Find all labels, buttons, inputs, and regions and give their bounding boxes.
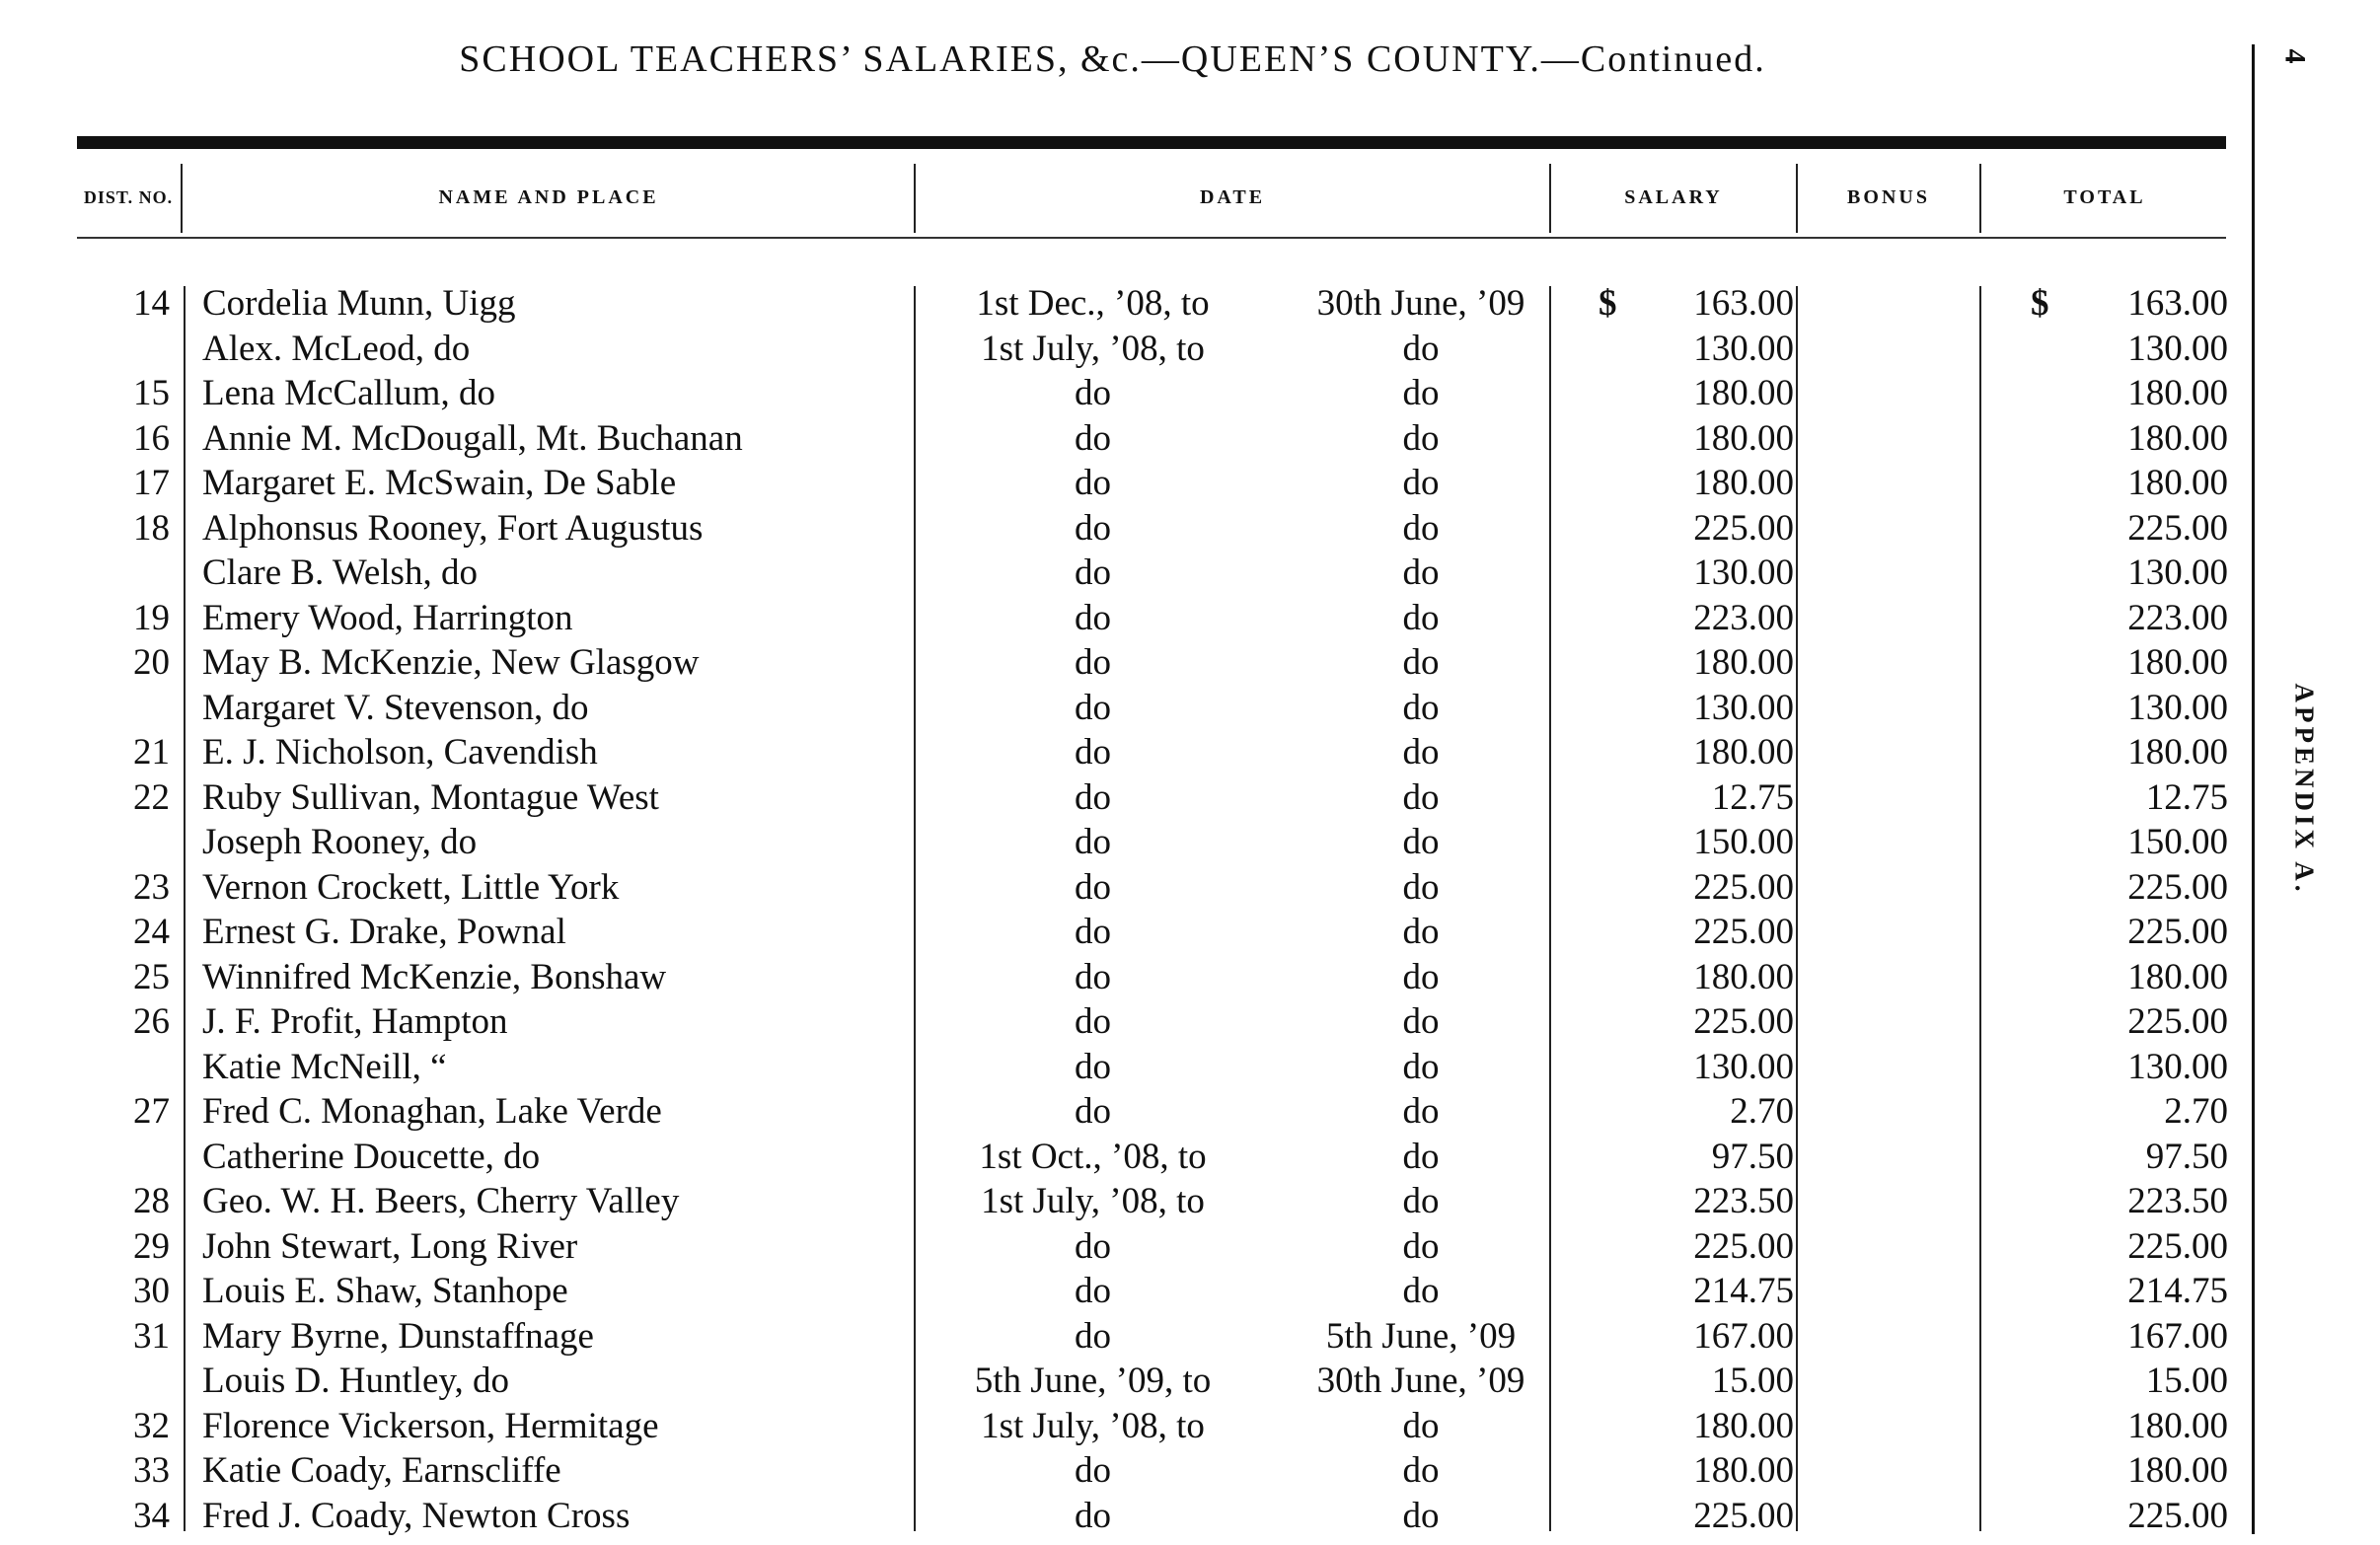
date-from-cell: do [1075, 1001, 1111, 1042]
salary-ledger [0, 281, 2230, 1538]
date-to-cell: do [1402, 373, 1440, 413]
dist-no-cell: 34 [133, 1495, 170, 1536]
date-from-cell: do [1075, 732, 1111, 772]
date-to-cell: 30th June, ’09 [1316, 1361, 1525, 1401]
name-and-place-cell: May B. McKenzie, New Glasgow [202, 642, 700, 683]
date-to-cell: 30th June, ’09 [1316, 283, 1525, 324]
name-and-place-cell: Cordelia Munn, Uigg [202, 283, 516, 324]
salary-cell: 214.75 [1693, 1271, 1794, 1311]
date-to-cell: do [1402, 552, 1440, 593]
date-from-cell: do [1075, 776, 1111, 818]
salary-cell: 163.00 [1693, 283, 1794, 324]
total-cell: 180.00 [2127, 373, 2228, 413]
table-row [0, 551, 2230, 596]
table-row [0, 640, 2230, 686]
total-cell: 223.50 [2127, 1181, 2228, 1221]
date-to-cell: do [1402, 1046, 1440, 1087]
name-and-place-cell: Emery Wood, Harrington [202, 597, 573, 638]
date-to-cell: do [1402, 912, 1440, 952]
name-and-place-cell: Alex. McLeod, do [202, 328, 471, 369]
total-cell: 225.00 [2127, 507, 2228, 549]
total-cell: 150.00 [2127, 822, 2228, 862]
total-cell: 180.00 [2127, 642, 2228, 683]
salary-cell: 225.00 [1693, 507, 1794, 549]
header-name-and-place: NAME AND PLACE [438, 185, 659, 208]
salary-cell: 130.00 [1693, 328, 1794, 369]
name-and-place-cell: Margaret V. Stevenson, do [202, 687, 589, 728]
name-and-place-cell: Margaret E. McSwain, De Sable [202, 463, 677, 503]
table-row [0, 686, 2230, 731]
table-row [0, 1045, 2230, 1090]
name-and-place-cell: Alphonsus Rooney, Fort Augustus [202, 507, 704, 549]
table-row [0, 1494, 2230, 1539]
date-from-cell: 1st July, ’08, to [981, 328, 1205, 369]
header-total: TOTAL [2063, 185, 2146, 208]
dist-no-cell: 19 [133, 597, 170, 638]
column-divider [181, 164, 183, 233]
salary-cell: 167.00 [1693, 1315, 1794, 1357]
salary-cell: 223.50 [1693, 1181, 1794, 1221]
date-to-cell: do [1402, 642, 1440, 683]
total-cell: 163.00 [2127, 283, 2228, 324]
name-and-place-cell: Louis D. Huntley, do [202, 1361, 510, 1401]
appendix-side-label [2289, 683, 2320, 896]
dist-no-cell: 29 [133, 1225, 170, 1267]
date-to-cell: do [1402, 1271, 1440, 1311]
salary-cell: 130.00 [1693, 687, 1794, 728]
date-to-cell: do [1402, 1495, 1440, 1536]
salary-currency-cell: $ [1599, 283, 1617, 324]
table-row [0, 506, 2230, 552]
header-date: DATE [1199, 185, 1266, 208]
salary-cell: 225.00 [1693, 1495, 1794, 1536]
salary-cell: 150.00 [1693, 822, 1794, 862]
dist-no-cell: 32 [133, 1405, 170, 1446]
date-to-cell: do [1402, 1450, 1440, 1491]
table-row [0, 1179, 2230, 1224]
date-from-cell: do [1075, 642, 1111, 683]
dist-no-cell: 26 [133, 1001, 170, 1042]
total-cell: 167.00 [2127, 1315, 2228, 1357]
date-to-cell: do [1402, 597, 1440, 638]
name-and-place-cell: Catherine Doucette, do [202, 1136, 541, 1177]
table-row [0, 1269, 2230, 1314]
name-and-place-cell: Louis E. Shaw, Stanhope [202, 1271, 568, 1311]
dist-no-cell: 33 [133, 1450, 170, 1491]
page-number: 4 [2278, 48, 2312, 64]
salary-cell: 130.00 [1693, 552, 1794, 593]
salary-cell: 15.00 [1711, 1361, 1794, 1401]
total-cell: 97.50 [2145, 1136, 2228, 1177]
total-cell: 130.00 [2127, 328, 2228, 369]
table-row [0, 730, 2230, 775]
total-cell: 180.00 [2127, 1450, 2228, 1491]
dist-no-cell: 16 [133, 417, 170, 459]
date-to-cell: 5th June, ’09 [1325, 1315, 1517, 1357]
name-and-place-cell: Winnifred McKenzie, Bonshaw [202, 956, 667, 997]
date-to-cell: do [1402, 776, 1440, 818]
salary-cell: 180.00 [1693, 956, 1794, 997]
name-and-place-cell: Annie M. McDougall, Mt. Buchanan [202, 417, 743, 459]
header-thick-rule [77, 136, 2226, 149]
date-from-cell: do [1075, 1450, 1111, 1491]
name-and-place-cell: J. F. Profit, Hampton [202, 1001, 508, 1042]
dist-no-cell: 21 [133, 732, 170, 772]
column-divider [1796, 164, 1798, 233]
table-row [0, 416, 2230, 462]
date-from-cell: do [1075, 1225, 1111, 1267]
salary-cell: 180.00 [1693, 732, 1794, 772]
date-to-cell: do [1402, 1136, 1440, 1177]
name-and-place-cell: Katie McNeill, “ [202, 1046, 447, 1087]
date-from-cell: do [1075, 417, 1111, 459]
dist-no-cell: 31 [133, 1315, 170, 1357]
salary-cell: 180.00 [1693, 417, 1794, 459]
salary-cell: 180.00 [1693, 642, 1794, 683]
total-cell: 225.00 [2127, 912, 2228, 952]
name-and-place-cell: E. J. Nicholson, Cavendish [202, 732, 598, 772]
dist-no-cell: 14 [133, 283, 170, 324]
salary-cell: 180.00 [1693, 463, 1794, 503]
total-cell: 130.00 [2127, 1046, 2228, 1087]
table-row [0, 820, 2230, 865]
name-and-place-cell: Ruby Sullivan, Montague West [202, 776, 659, 818]
date-to-cell: do [1402, 866, 1440, 908]
date-from-cell: do [1075, 507, 1111, 549]
total-cell: 225.00 [2127, 1225, 2228, 1267]
total-cell: 180.00 [2127, 463, 2228, 503]
date-to-cell: do [1402, 822, 1440, 862]
total-cell: 130.00 [2127, 552, 2228, 593]
total-cell: 225.00 [2127, 866, 2228, 908]
total-cell: 180.00 [2127, 1405, 2228, 1446]
header-dist-no: DIST. NO. [83, 186, 174, 207]
date-from-cell: do [1075, 552, 1111, 593]
total-cell: 223.00 [2127, 597, 2228, 638]
salary-cell: 97.50 [1711, 1136, 1794, 1177]
total-cell: 214.75 [2127, 1271, 2228, 1311]
date-from-cell: 5th June, ’09, to [974, 1361, 1212, 1401]
column-divider [1979, 164, 1981, 233]
date-to-cell: do [1402, 1091, 1440, 1132]
name-and-place-cell: Clare B. Welsh, do [202, 552, 478, 593]
name-and-place-cell: Florence Vickerson, Hermitage [202, 1405, 659, 1446]
salary-cell: 130.00 [1693, 1046, 1794, 1087]
name-and-place-cell: Lena McCallum, do [202, 373, 495, 413]
dist-no-cell: 27 [133, 1091, 170, 1132]
date-to-cell: do [1402, 687, 1440, 728]
date-from-cell: do [1075, 687, 1111, 728]
total-cell: 225.00 [2127, 1001, 2228, 1042]
date-to-cell: do [1402, 1001, 1440, 1042]
table-row [0, 371, 2230, 416]
date-to-cell: do [1402, 417, 1440, 459]
salary-cell: 225.00 [1693, 1225, 1794, 1267]
salary-cell: 223.00 [1693, 597, 1794, 638]
dist-no-cell: 17 [133, 463, 170, 503]
date-to-cell: do [1402, 1181, 1440, 1221]
name-and-place-cell: Fred J. Coady, Newton Cross [202, 1495, 631, 1536]
date-from-cell: do [1075, 597, 1111, 638]
date-from-cell: 1st July, ’08, to [981, 1405, 1205, 1446]
table-row [0, 775, 2230, 821]
dist-no-cell: 30 [133, 1271, 170, 1311]
date-to-cell: do [1402, 328, 1440, 369]
total-cell: 2.70 [2164, 1091, 2228, 1132]
name-and-place-cell: Joseph Rooney, do [202, 822, 478, 862]
dist-no-cell: 23 [133, 866, 170, 908]
date-to-cell: do [1402, 732, 1440, 772]
total-cell: 15.00 [2145, 1361, 2228, 1401]
date-from-cell: do [1075, 1315, 1111, 1357]
date-from-cell: do [1075, 1271, 1111, 1311]
table-row [0, 910, 2230, 955]
date-to-cell: do [1402, 1405, 1440, 1446]
total-cell: 180.00 [2127, 732, 2228, 772]
date-from-cell: 1st Oct., ’08, to [979, 1136, 1207, 1177]
dist-no-cell: 22 [133, 776, 170, 818]
table-row [0, 327, 2230, 372]
salary-cell: 225.00 [1693, 1001, 1794, 1042]
total-cell: 12.75 [2145, 776, 2228, 818]
total-cell: 225.00 [2127, 1495, 2228, 1536]
column-divider [914, 164, 916, 233]
salary-cell: 180.00 [1693, 1450, 1794, 1491]
salary-cell: 225.00 [1693, 866, 1794, 908]
date-from-cell: do [1075, 1091, 1111, 1132]
name-and-place-cell: Ernest G. Drake, Pownal [202, 912, 566, 952]
name-and-place-cell: Mary Byrne, Dunstaffnage [202, 1315, 594, 1357]
date-from-cell: do [1075, 463, 1111, 503]
dist-no-cell: 28 [133, 1181, 170, 1221]
name-and-place-cell: Geo. W. H. Beers, Cherry Valley [202, 1181, 680, 1221]
date-to-cell: do [1402, 507, 1440, 549]
total-cell: 180.00 [2127, 956, 2228, 997]
header-salary: SALARY [1624, 185, 1723, 208]
table-row [0, 596, 2230, 641]
date-from-cell: 1st July, ’08, to [981, 1181, 1205, 1221]
table-row [0, 1135, 2230, 1180]
dist-no-cell: 24 [133, 912, 170, 952]
name-and-place-cell: Katie Coady, Earnscliffe [202, 1450, 561, 1491]
header-bonus: BONUS [1847, 185, 1930, 208]
date-to-cell: do [1402, 956, 1440, 997]
date-from-cell: do [1075, 912, 1111, 952]
date-from-cell: 1st Dec., ’08, to [976, 283, 1210, 324]
date-from-cell: do [1075, 373, 1111, 413]
dist-no-cell: 25 [133, 956, 170, 997]
table-row [0, 461, 2230, 506]
date-from-cell: do [1075, 1046, 1111, 1087]
dist-no-cell: 15 [133, 373, 170, 413]
name-and-place-cell: John Stewart, Long River [202, 1225, 578, 1267]
salary-cell: 225.00 [1693, 912, 1794, 952]
table-row [0, 865, 2230, 911]
table-row [0, 1314, 2230, 1360]
dist-no-cell: 18 [133, 507, 170, 549]
table-row [0, 1224, 2230, 1270]
name-and-place-cell: Vernon Crockett, Little York [202, 866, 620, 908]
column-divider [1549, 164, 1551, 233]
table-row [0, 1089, 2230, 1135]
table-row [0, 1448, 2230, 1494]
total-cell: 180.00 [2127, 417, 2228, 459]
total-currency-cell: $ [2031, 283, 2049, 324]
date-from-cell: do [1075, 1495, 1111, 1536]
table-row [0, 1359, 2230, 1404]
date-from-cell: do [1075, 822, 1111, 862]
table-row [0, 955, 2230, 1000]
salary-cell: 12.75 [1711, 776, 1794, 818]
salary-cell: 2.70 [1730, 1091, 1794, 1132]
date-to-cell: do [1402, 463, 1440, 503]
salary-cell: 180.00 [1693, 1405, 1794, 1446]
right-margin-rule [2252, 44, 2255, 1534]
date-from-cell: do [1075, 866, 1111, 908]
page-title: SCHOOL TEACHERS’ SALARIES, &c.—QUEEN’S COUNTY.—Continued. [459, 38, 1766, 80]
salary-cell: 180.00 [1693, 373, 1794, 413]
date-from-cell: do [1075, 956, 1111, 997]
table-row [0, 1404, 2230, 1449]
name-and-place-cell: Fred C. Monaghan, Lake Verde [202, 1091, 662, 1132]
appendix-label-text: APPENDIX A. [2289, 683, 2320, 896]
table-row [0, 281, 2230, 327]
table-row [0, 999, 2230, 1045]
header-thin-rule [77, 237, 2226, 239]
date-to-cell: do [1402, 1225, 1440, 1267]
total-cell: 130.00 [2127, 687, 2228, 728]
dist-no-cell: 20 [133, 642, 170, 683]
